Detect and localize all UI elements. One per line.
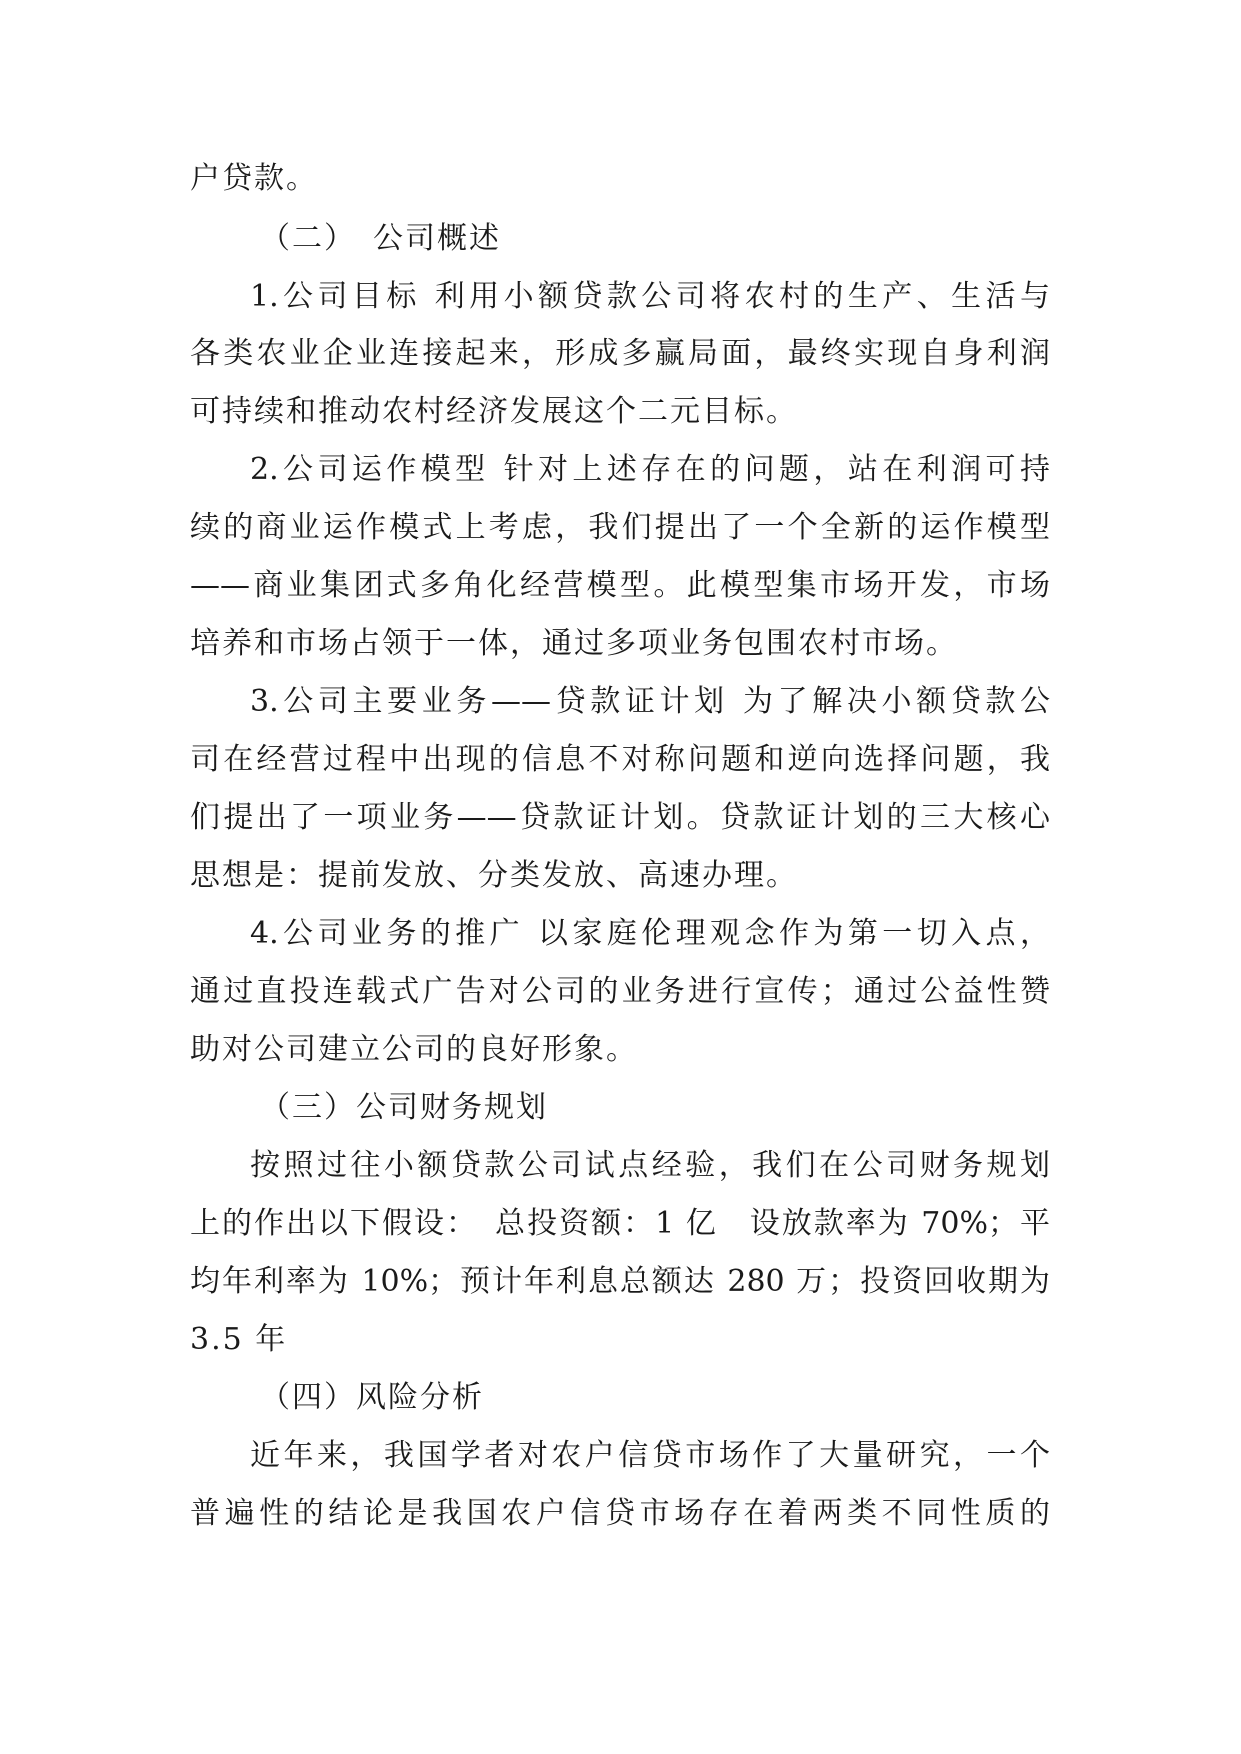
- text-line: 3.5 年: [190, 1322, 288, 1357]
- text-line: 司在经营过程中出现的信息不对称问题和逆向选择问题，我: [190, 742, 1050, 777]
- section-heading: （二） 公司概述: [260, 221, 501, 256]
- text-line: ——商业集团式多角化经营模型。此模型集市场开发，市场: [190, 568, 1050, 603]
- text-line: 按照过往小额贷款公司试点经验，我们在公司财务规划: [250, 1148, 1050, 1183]
- text-line: 均年利率为 10%；预计年利息总额达 280 万；投资回收期为: [190, 1264, 1050, 1299]
- text-line: 们提出了一项业务——贷款证计划。贷款证计划的三大核心: [190, 800, 1050, 835]
- text-line: 4.公司业务的推广 以家庭伦理观念作为第一切入点，: [250, 916, 1050, 951]
- text-line: 近年来，我国学者对农户信贷市场作了大量研究，一个: [250, 1438, 1050, 1473]
- text-line: 思想是：提前发放、分类发放、高速办理。: [190, 858, 798, 893]
- text-line: 通过直投连载式广告对公司的业务进行宣传；通过公益性赞: [190, 974, 1050, 1009]
- text-line: 普遍性的结论是我国农户信贷市场存在着两类不同性质的: [190, 1496, 1050, 1531]
- text-line: 各类农业企业连接起来，形成多赢局面，最终实现自身利润: [190, 336, 1050, 371]
- text-line: 上的作出以下假设： 总投资额：1 亿 设放款率为 70%；平: [190, 1206, 1050, 1241]
- text-line: 1.公司目标 利用小额贷款公司将农村的生产、生活与: [250, 279, 1050, 314]
- section-heading: （四）风险分析: [260, 1380, 484, 1415]
- text-line: 助对公司建立公司的良好形象。: [190, 1032, 638, 1067]
- section-heading: （三）公司财务规划: [260, 1090, 548, 1125]
- text-line: 培养和市场占领于一体，通过多项业务包围农村市场。: [190, 626, 958, 661]
- text-line: 2.公司运作模型 针对上述存在的问题，站在利润可持: [250, 452, 1050, 487]
- text-line: 可持续和推动农村经济发展这个二元目标。: [190, 394, 798, 429]
- text-line: 3.公司主要业务——贷款证计划 为了解决小额贷款公: [250, 684, 1050, 719]
- text-line: 续的商业运作模式上考虑，我们提出了一个全新的运作模型: [190, 510, 1050, 545]
- text-line: 户贷款。: [190, 161, 318, 196]
